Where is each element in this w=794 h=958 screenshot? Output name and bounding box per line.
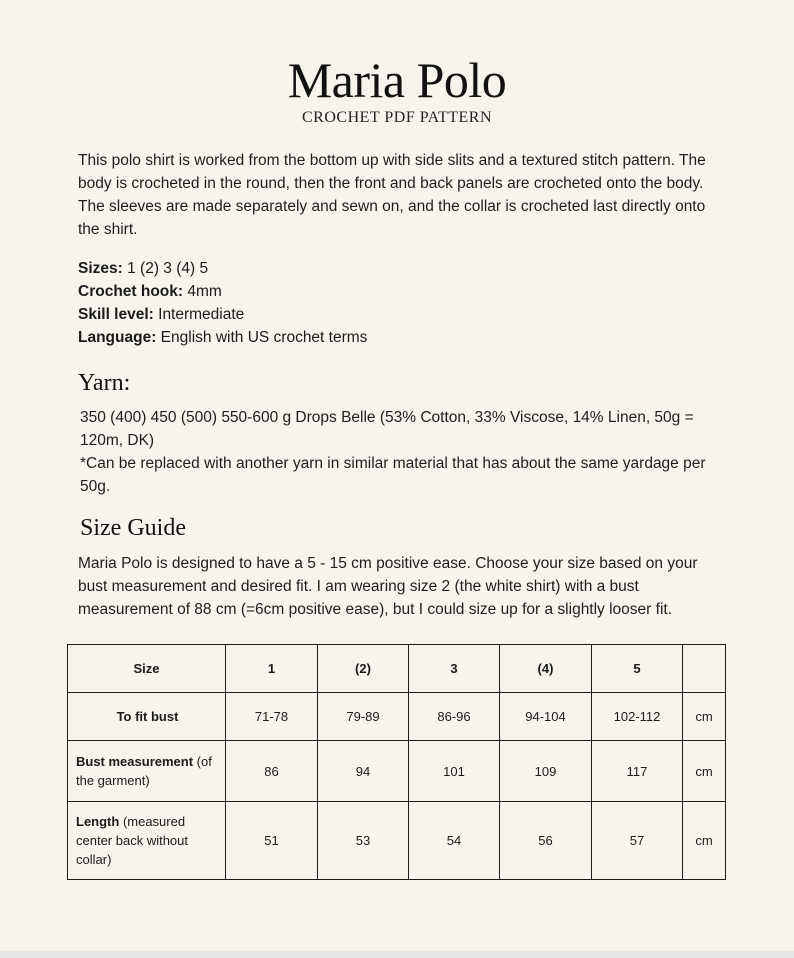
table-cell: 94-104	[500, 693, 592, 741]
spec-value: Intermediate	[153, 306, 245, 323]
spec-skill	[78, 303, 367, 326]
spec-label: Sizes:	[78, 260, 123, 277]
yarn-section	[80, 406, 730, 498]
size-guide-heading: Size Guide	[80, 515, 186, 541]
table-cell: 101	[409, 741, 500, 802]
page-bottom-edge	[0, 951, 794, 958]
table-cell: 56	[500, 802, 592, 880]
table-row-label: Bust measurement (of the garment)	[68, 741, 226, 802]
spec-value: 1 (2) 3 (4) 5	[122, 260, 209, 277]
table-cell: (4)	[500, 645, 592, 693]
spec-value: 4mm	[183, 283, 222, 300]
pattern-subtitle: CROCHET PDF PATTERN	[302, 109, 492, 126]
table-cell: 86-96	[409, 693, 500, 741]
spec-label: Skill level:	[78, 306, 154, 323]
table-cell: 109	[500, 741, 592, 802]
table-cell: 1	[226, 645, 318, 693]
spec-language	[78, 326, 367, 349]
table-header-row	[68, 645, 726, 693]
table-cell: cm	[683, 802, 726, 880]
table-cell: Size	[68, 645, 226, 693]
table-cell: 94	[318, 741, 409, 802]
table-row	[68, 802, 726, 880]
table-cell: 3	[409, 645, 500, 693]
table-cell: cm	[683, 693, 726, 741]
table-row	[68, 693, 726, 741]
table-cell: 51	[226, 802, 318, 880]
table-cell: 79-89	[318, 693, 409, 741]
table-cell: (2)	[318, 645, 409, 693]
spec-value: English with US crochet terms	[156, 329, 368, 346]
table-cell: 71-78	[226, 693, 318, 741]
size-guide-paragraph: Maria Polo is designed to have a 5 - 15 cm positive ease. Choose your size based on your bust measurement and desired fit. I am wearing size 2 (the white shirt) with a bust measurement of 88 cm (=6cm positive ease), but I could size up for a slightly looser fit.	[78, 555, 698, 618]
table-cell	[683, 645, 726, 693]
table-cell: 53	[318, 802, 409, 880]
table-cell: 57	[592, 802, 683, 880]
table-cell: cm	[683, 741, 726, 802]
spec-label: Language:	[78, 329, 157, 346]
intro-paragraph: This polo shirt is worked from the bottom up with side slits and a textured stitch pattern. The body is crocheted in the round, then the front and back panels are crocheted onto the body. The sleeves are made separately and sewn on, and the collar is crocheted last directly onto the shirt.	[78, 152, 706, 238]
yarn-note: *Can be replaced with another yarn in similar material that has about the same yardage per 50g.	[80, 455, 706, 495]
size-table	[67, 644, 726, 880]
table-cell: 54	[409, 802, 500, 880]
table-cell: 102-112	[592, 693, 683, 741]
table-row-label: Length (measured center back without collar)	[68, 802, 226, 880]
yarn-heading: Yarn:	[78, 370, 131, 396]
spec-hook	[78, 280, 367, 303]
yarn-line: 350 (400) 450 (500) 550-600 g Drops Belle (53% Cotton, 33% Viscose, 14% Linen, 50g = 120m, DK)	[80, 409, 694, 449]
table-cell: 5	[592, 645, 683, 693]
spec-label: Crochet hook:	[78, 283, 184, 300]
specs-list	[78, 257, 367, 349]
table-row	[68, 741, 726, 802]
pattern-title: Maria Polo	[287, 52, 507, 108]
spec-sizes	[78, 257, 367, 280]
table-cell: 86	[226, 741, 318, 802]
table-cell: 117	[592, 741, 683, 802]
table-row-label: To fit bust	[68, 693, 226, 741]
